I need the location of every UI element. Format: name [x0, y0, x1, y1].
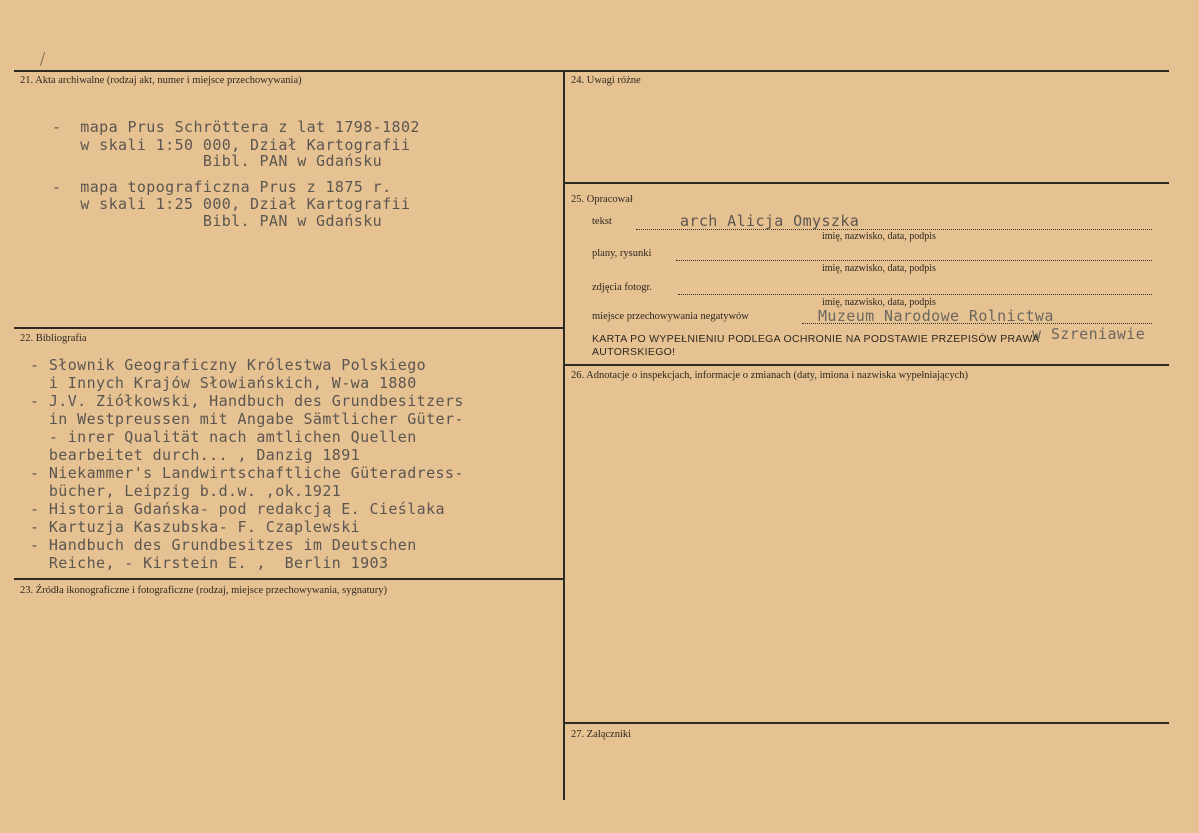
section-21-line-6: Bibl. PAN w Gdańsku [52, 212, 383, 230]
bibliography-line-9: - Historia Gdańska- pod redakcją E. Cieślaka [30, 500, 445, 518]
copyright-notice-line-2: AUTORSKIEGO! [592, 346, 676, 358]
zdjecia-field-line [678, 294, 1152, 295]
negatywy-value: Muzeum Narodowe Rolnictwa [818, 307, 1054, 325]
bibliography-line-3: - J.V. Ziółkowski, Handbuch des Grundbesitzers [30, 392, 464, 410]
rule-26-top [564, 364, 1169, 366]
rule-25-top [564, 182, 1169, 184]
section-21-line-3: Bibl. PAN w Gdańsku [52, 152, 383, 170]
section-26-label: 26. Adnotacje o inspekcjach, informacje o zmianach (daty, imiona i nazwiska wypełniających) [571, 370, 969, 381]
section-21-line-5: w skali 1:25 000, Dział Kartografii [52, 195, 411, 213]
negatywy-value-2: w Szreniawie [1032, 325, 1146, 343]
bibliography-line-6: bearbeitet durch... , Danzig 1891 [30, 446, 361, 464]
copyright-notice-line-1: KARTA PO WYPEŁNIENIU PODLEGA OCHRONIE NA PODSTAWIE PRZEPISÓW PRAWA [592, 333, 1040, 345]
zdjecia-label: zdjęcia fotogr. [592, 282, 653, 293]
top-rule [14, 70, 1169, 72]
tekst-caption: imię, nazwisko, data, podpis [822, 231, 936, 242]
section-21-line-1: - mapa Prus Schröttera z lat 1798-1802 [52, 118, 420, 136]
negatywy-label: miejsce przechowywania negatywów [592, 311, 749, 322]
bibliography-line-2: i Innych Krajów Słowiańskich, W-wa 1880 [30, 374, 417, 392]
rule-22-top [14, 327, 564, 329]
rule-23-top [14, 578, 564, 580]
bibliography-line-7: - Niekammer's Landwirtschaftliche Güteradress- [30, 464, 464, 482]
bibliography-line-10: - Kartuzja Kaszubska- F. Czaplewski [30, 518, 361, 536]
section-21-line-2: w skali 1:50 000, Dział Kartografii [52, 136, 411, 154]
section-27-label: 27. Załączniki [571, 729, 632, 740]
bibliography-line-4: in Westpreussen mit Angabe Sämtlicher Güter- [30, 410, 464, 428]
section-22-label: 22. Bibliografia [20, 333, 87, 344]
bibliography-line-5: - inrer Qualität nach amtlichen Quellen [30, 428, 417, 446]
pencil-mark [40, 52, 45, 66]
plany-field-line [676, 260, 1152, 261]
bibliography-line-12: Reiche, - Kirstein E. , Berlin 1903 [30, 554, 389, 572]
section-24-label: 24. Uwagi różne [571, 75, 641, 86]
zdjecia-caption: imię, nazwisko, data, podpis [822, 297, 936, 308]
section-25-label: 25. Opracował [571, 194, 633, 205]
plany-label: plany, rysunki [592, 248, 652, 259]
section-23-label: 23. Źródła ikonograficzne i fotograficzne (rodzaj, miejsce przechowywania, sygnatury) [20, 585, 388, 596]
rule-27-top [564, 722, 1169, 724]
section-21-line-4: - mapa topograficzna Prus z 1875 r. [52, 178, 392, 196]
tekst-label: tekst [592, 216, 612, 227]
center-divider [563, 70, 565, 800]
bibliography-line-11: - Handbuch des Grundbesitzes im Deutschen [30, 536, 417, 554]
bibliography-line-1: - Słownik Geograficzny Królestwa Polskiego [30, 356, 427, 374]
section-21-label: 21. Akta archiwalne (rodzaj akt, numer i miejsce przechowywania) [20, 75, 302, 86]
plany-caption: imię, nazwisko, data, podpis [822, 263, 936, 274]
tekst-value: arch Alicja Omyszka [680, 212, 860, 230]
bibliography-line-8: bücher, Leipzig b.d.w. ,ok.1921 [30, 482, 342, 500]
